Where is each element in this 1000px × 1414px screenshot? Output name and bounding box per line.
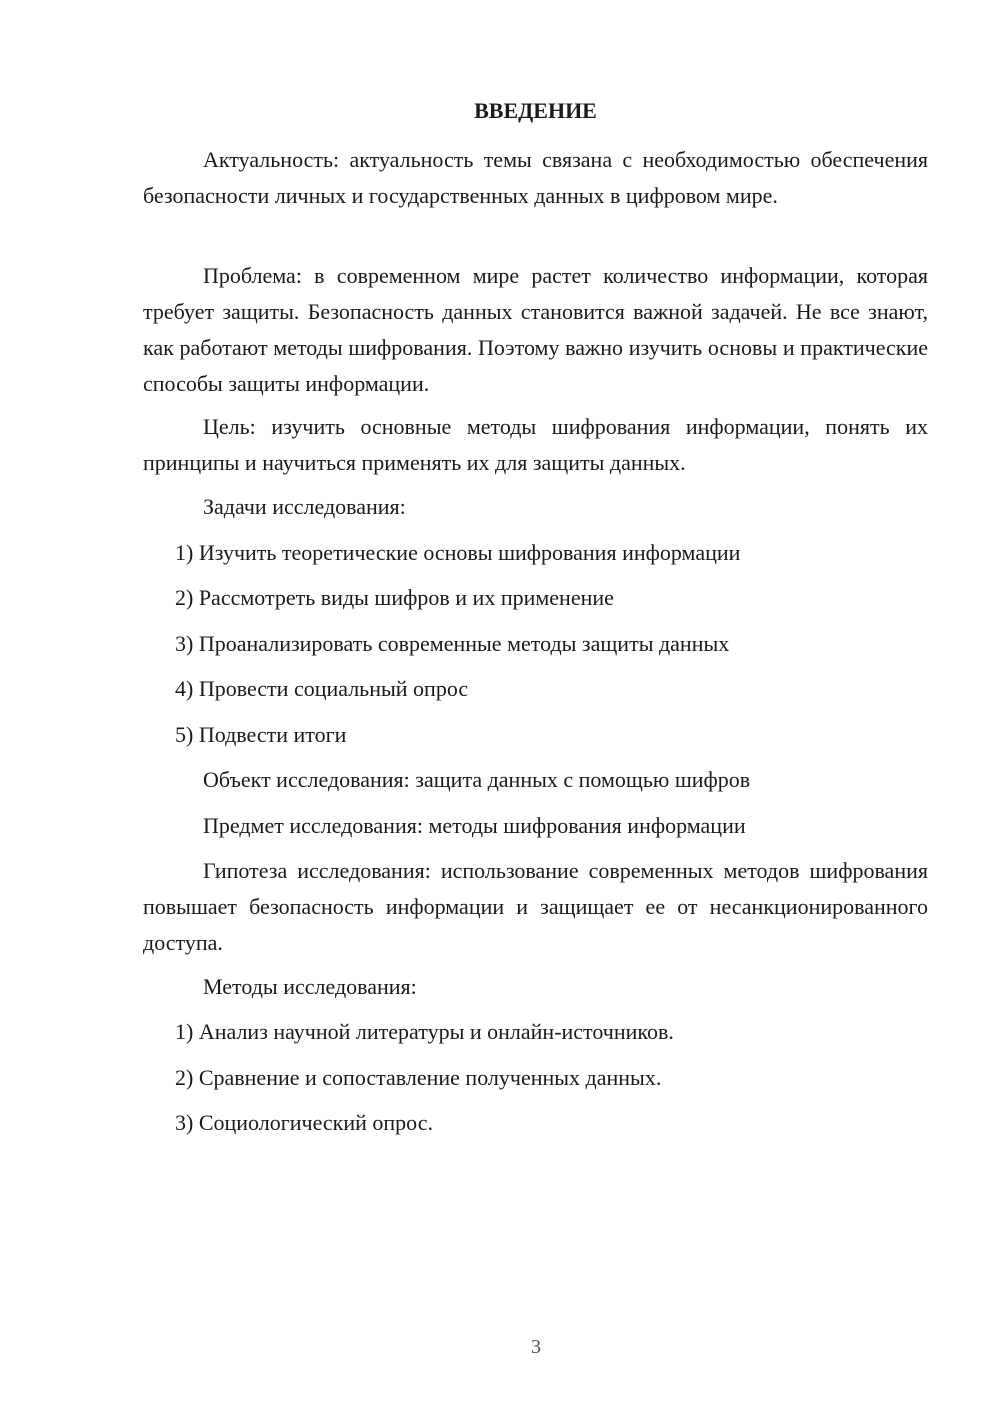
tasks-heading: Задачи исследования:	[203, 494, 406, 519]
relevance-paragraph: Актуальность: актуальность темы связана с необходимостью обеспечения безопасности личных и государственных данных в цифровом мире.	[143, 147, 928, 208]
method-item: 2) Сравнение и сопоставление полученных данных.	[175, 1065, 662, 1090]
method-item: 3) Социологический опрос.	[175, 1110, 433, 1135]
methods-heading: Методы исследования:	[203, 974, 417, 999]
hypothesis-paragraph: Гипотеза исследования: использование современных методов шифрования повышает безопасность информации и защищает ее от несанкционированного доступа.	[143, 858, 928, 955]
task-item: 3) Проанализировать современные методы защиты данных	[175, 631, 730, 656]
method-item: 1) Анализ научной литературы и онлайн-источников.	[175, 1019, 674, 1044]
subject-line: Предмет исследования: методы шифрования информации	[203, 813, 746, 838]
problem-paragraph: Проблема: в современном мире растет количество информации, которая требует защиты. Безопасность данных становится важной задачей. Не все знают, как работают методы шифрования. Поэтому важно изучить основы и практические способы защиты информации.	[143, 263, 928, 396]
page-number: 3	[531, 1336, 541, 1358]
task-item: 2) Рассмотреть виды шифров и их применение	[175, 585, 614, 610]
object-line: Объект исследования: защита данных с помощью шифров	[203, 767, 751, 792]
goal-paragraph: Цель: изучить основные методы шифрования информации, понять их принципы и научиться применять их для защиты данных.	[143, 414, 928, 475]
task-item: 5) Подвести итоги	[175, 722, 347, 747]
task-item: 4) Провести социальный опрос	[175, 676, 469, 701]
task-item: 1) Изучить теоретические основы шифрования информации	[175, 540, 741, 565]
page-title: ВВЕДЕНИЕ	[474, 98, 597, 123]
